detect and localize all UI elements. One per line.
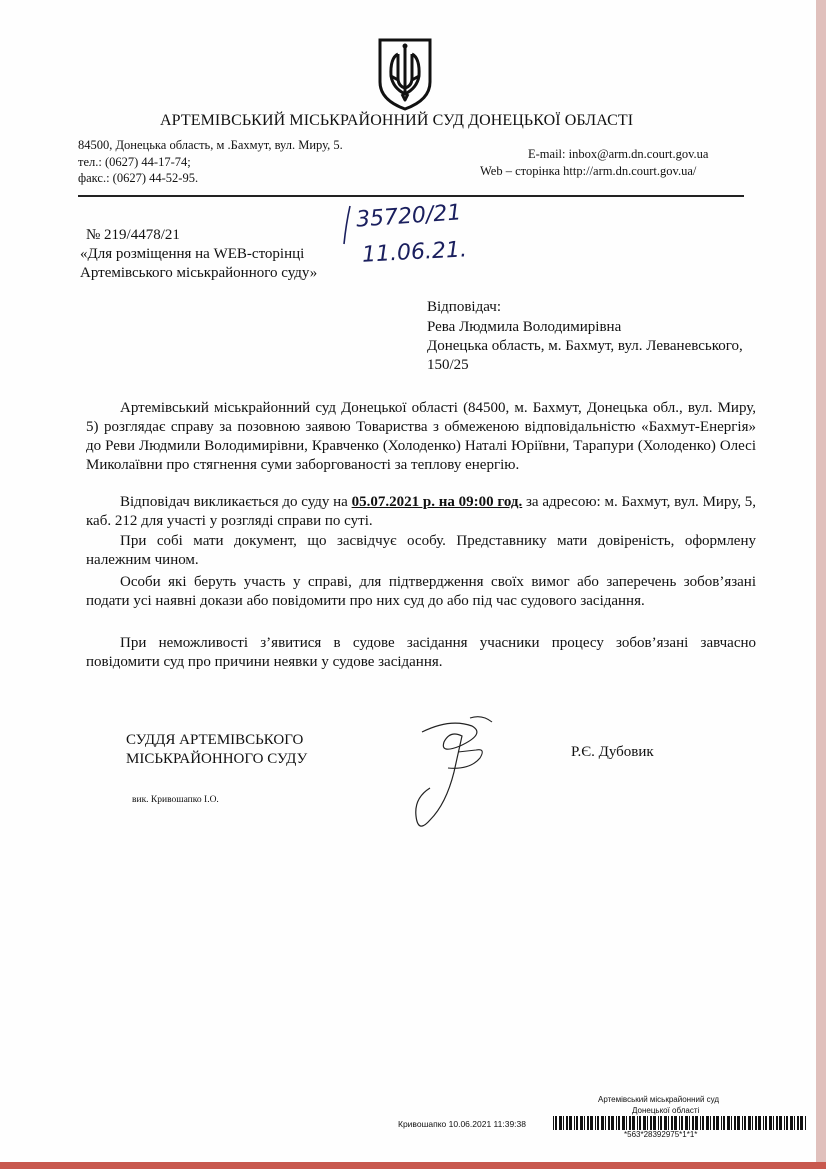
barcode-bar (744, 1116, 746, 1130)
barcode-bar (569, 1116, 572, 1130)
barcode-bar (786, 1116, 788, 1130)
barcode-bar (653, 1116, 656, 1130)
barcode-bar (706, 1116, 709, 1130)
barcode-bar (685, 1116, 688, 1130)
barcode-bar (566, 1116, 568, 1130)
barcode-bar (601, 1116, 604, 1130)
barcode-bar (752, 1116, 753, 1130)
handwritten-reg-number: 35720/21 (355, 200, 463, 233)
barcode-bar (643, 1116, 646, 1130)
executor-name: вик. Кривошапко І.О. (132, 795, 219, 805)
barcode-text: *563*28392975*1*1* (624, 1130, 698, 1139)
barcode-bar (716, 1116, 719, 1130)
barcode-bar (671, 1116, 673, 1130)
court-website: Web – сторінка http://arm.dn.court.gov.ua/ (480, 164, 697, 178)
barcode-bar (700, 1116, 701, 1130)
summons-text-start: Відповідач викликається до суду на (120, 494, 352, 510)
court-fax: факс.: (0627) 44-52-95. (78, 171, 199, 185)
barcode-bar (576, 1116, 578, 1130)
barcode-bar (616, 1116, 617, 1130)
barcode-bar (710, 1116, 711, 1130)
barcode-bar (574, 1116, 575, 1130)
paragraph-case (86, 399, 756, 475)
barcode-bar (790, 1116, 793, 1130)
document-barcode (553, 1116, 809, 1130)
barcode-bar (553, 1116, 554, 1130)
judge-title-line2: МІСЬКРАЙОННОГО СУДУ (126, 751, 308, 767)
barcode-bar (605, 1116, 606, 1130)
barcode-bar (713, 1116, 715, 1130)
footer-stamp-line1: Артемівський міськрайонний суд (598, 1095, 720, 1104)
judge-title-line1: СУДДЯ АРТЕМІВСЬКОГО (126, 732, 304, 748)
barcode-bar (755, 1116, 757, 1130)
barcode-bar (737, 1116, 740, 1130)
barcode-bar (639, 1116, 641, 1130)
coat-of-arms-icon (376, 36, 434, 112)
barcode-bar (734, 1116, 736, 1130)
barcode-bar (742, 1116, 743, 1130)
judge-signature (400, 712, 500, 842)
footer-stamp-line2: Донецької області (632, 1106, 700, 1115)
barcode-bar (784, 1116, 785, 1130)
court-name: АРТЕМІВСЬКИЙ МІСЬКРАЙОННИЙ СУД ДОНЕЦЬКОЇ ОБЛАСТІ (160, 112, 634, 129)
barcode-bar (776, 1116, 778, 1130)
barcode-bar (626, 1116, 627, 1130)
barcode-bar (727, 1116, 730, 1130)
barcode-bar (668, 1116, 669, 1130)
barcode-bar (805, 1116, 806, 1130)
barcode-bar (608, 1116, 610, 1130)
barcode-bar (758, 1116, 761, 1130)
barcode-bar (765, 1116, 767, 1130)
case-number: № 219/4478/21 (86, 227, 180, 243)
barcode-bar (632, 1116, 635, 1130)
recipient-address-line2: 150/25 (427, 357, 469, 373)
paragraph-evidence (86, 573, 756, 611)
paragraph-absence-text: При неможливості з’явитися в судове засідання учасники процесу зобов’язані завчасно повідомити суд про причини неявки у судове засідання. (86, 635, 756, 670)
scan-edge-right (816, 0, 826, 1169)
barcode-bar (763, 1116, 764, 1130)
barcode-bar (779, 1116, 782, 1130)
barcode-bar (689, 1116, 690, 1130)
barcode-bar (773, 1116, 774, 1130)
barcode-bar (674, 1116, 677, 1130)
paragraph-documents-text: При собі мати документ, що засвідчує особу. Представнику мати довіреність, оформлену належним чином. (86, 533, 756, 568)
barcode-bar (650, 1116, 652, 1130)
recipient-role: Відповідач: (427, 299, 501, 315)
barcode-bar (584, 1116, 585, 1130)
barcode-bar (618, 1116, 620, 1130)
paragraph-documents (86, 532, 756, 570)
barcode-bar (679, 1116, 680, 1130)
barcode-bar (587, 1116, 589, 1130)
paragraph-case-text: Артемівський міськрайонний суд Донецької області (84500, м. Бахмут, Донецька обл., вул. Миру, 5) розглядає справу за позовною заявою Товариства з обмеженою відповідальністю «Бахмут-Енергія» до Реви Людмили Володимирівни, Кравченко (Холоденко) Наталі Юріївни, Тарапури (Холоденко) Олесі Миколаївни про стягнення суми заборгованості за теплову енергію. (86, 400, 756, 473)
barcode-bar (660, 1116, 662, 1130)
header-divider (78, 195, 744, 197)
recipient-name: Рева Людмила Володимирівна (427, 319, 622, 335)
barcode-bar (794, 1116, 795, 1130)
web-purpose-line2: Артемівського міськрайонного суду» (80, 265, 318, 281)
barcode-bar (681, 1116, 683, 1130)
barcode-bar (595, 1116, 596, 1130)
web-purpose-line1: «Для розміщення на WEB-сторінці (80, 246, 305, 262)
barcode-bar (748, 1116, 751, 1130)
barcode-bar (647, 1116, 648, 1130)
barcode-bar (797, 1116, 799, 1130)
court-phone: тел.: (0627) 44-17-74; (78, 155, 191, 169)
barcode-bar (559, 1116, 562, 1130)
barcode-bar (563, 1116, 564, 1130)
scan-edge-bottom (0, 1162, 826, 1169)
barcode-bar (637, 1116, 638, 1130)
barcode-bar (692, 1116, 694, 1130)
barcode-bar (723, 1116, 725, 1130)
barcode-bar (597, 1116, 599, 1130)
handwritten-registration (340, 200, 470, 274)
hearing-datetime: 05.07.2021 р. на 09:00 год. (351, 494, 523, 510)
barcode-bar (721, 1116, 722, 1130)
barcode-bar (590, 1116, 593, 1130)
barcode-bar (622, 1116, 625, 1130)
barcode-bar (629, 1116, 631, 1130)
barcode-bar (769, 1116, 772, 1130)
barcode-bar (555, 1116, 557, 1130)
recipient-address-line1: Донецька область, м. Бахмут, вул. Леваневського, (427, 338, 743, 354)
barcode-bar (664, 1116, 667, 1130)
barcode-bar (611, 1116, 614, 1130)
barcode-bar (580, 1116, 583, 1130)
barcode-bar (695, 1116, 698, 1130)
operator-timestamp: Кривошапко 10.06.2021 11:39:38 (398, 1119, 526, 1129)
handwritten-reg-date: 11.06.21. (361, 237, 468, 268)
court-address: 84500, Донецька область, м .Бахмут, вул. Миру, 5. (78, 138, 343, 152)
judge-name: Р.Є. Дубовик (571, 744, 654, 760)
court-email: E-mail: inbox@arm.dn.court.gov.ua (528, 147, 709, 161)
barcode-bar (731, 1116, 732, 1130)
barcode-bar (702, 1116, 704, 1130)
barcode-bar (800, 1116, 803, 1130)
barcode-bar (658, 1116, 659, 1130)
paragraph-evidence-text: Особи які беруть участь у справі, для підтвердження своїх вимог або заперечень зобов’язані подати усі наявні докази або повідомити про них суд до або під час судового засідання. (86, 574, 756, 609)
summons-text-end: за адресою: м. Бахмут, вул. Миру, 5, каб. 212 для участі у розгляді справи по суті. (86, 494, 756, 529)
paragraph-absence (86, 634, 756, 672)
paragraph-summons (86, 493, 756, 531)
